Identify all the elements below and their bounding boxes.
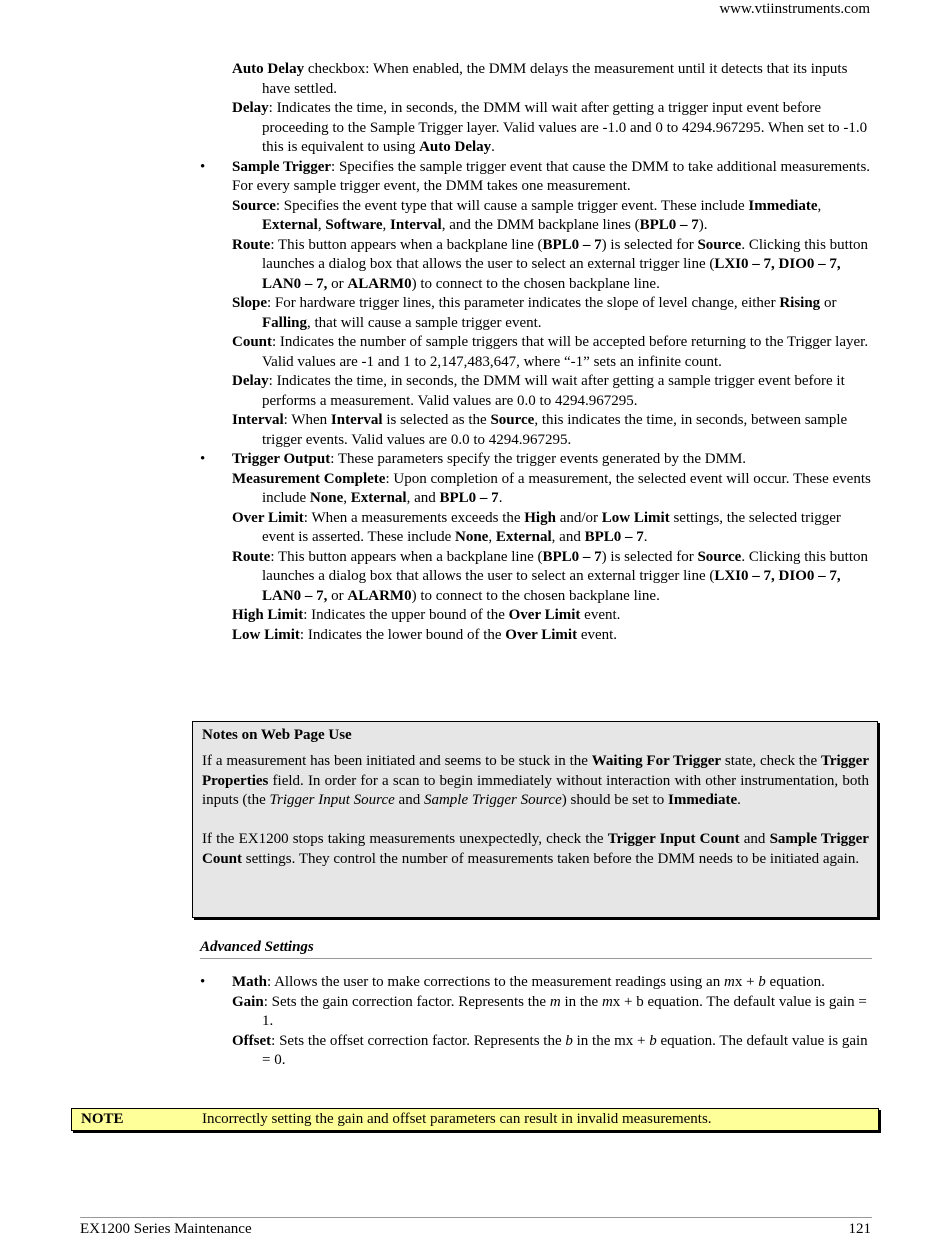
sample-trigger-term: Sample Trigger <box>232 158 332 175</box>
hl-ol: Over Limit <box>508 607 581 623</box>
route-text: . Clicking this button launches a dialog box that allows the user to select an external trigger line ( <box>262 548 869 584</box>
math-text: : Allows the user to make corrections to the measurement readings using an <box>267 974 724 990</box>
route-bpl: BPL0 – 7 <box>542 548 602 565</box>
sep: , <box>382 217 391 233</box>
trigger-output-text: : These parameters specify the trigger events generated by the DMM. <box>330 451 747 467</box>
count-text: : Indicates the number of sample triggers that will be accepted before returning to the Trigger layer. Valid values are -1 and 1 to 2,147,483,647, where “-1” sets an infinite count. <box>262 334 869 370</box>
mc-none: None <box>309 490 344 506</box>
mc-text: : Upon completion of a measurement, the selected event will occur. These events include <box>262 470 871 506</box>
route-text: ) to connect to the chosen backplane line. <box>411 587 660 604</box>
source-software: Software <box>325 217 383 233</box>
bullet-icon: • <box>200 974 206 990</box>
ol-high: High <box>524 509 556 526</box>
route-text: . Clicking this button launches a dialog box that allows the user to select an external trigger line ( <box>262 236 869 272</box>
sample-delay-item <box>232 372 872 411</box>
offset-b: b <box>565 1032 573 1049</box>
notes-gap <box>202 811 869 831</box>
source-interval: Interval <box>390 217 442 233</box>
auto-delay-term: Auto Delay <box>232 61 305 77</box>
route-text: ) is selected for <box>601 236 698 253</box>
ll-text: : Indicates the lower bound of the <box>299 626 506 643</box>
math-x: x + <box>734 974 759 990</box>
math-term: Math <box>232 974 267 990</box>
ol-external: External <box>495 529 552 545</box>
notes-text: and <box>394 792 424 808</box>
slope-item <box>232 294 872 333</box>
notes-text: . <box>737 792 741 808</box>
slope-falling: Falling <box>262 314 308 331</box>
header-url: www.vtiinstruments.com <box>719 1 870 17</box>
route-term: Route <box>232 236 271 253</box>
route-or: or <box>327 587 348 604</box>
mc-end: . <box>498 490 503 506</box>
measurement-complete-item <box>232 470 872 509</box>
route-text: ) to connect to the chosen backplane line. <box>411 275 660 292</box>
ol-bpl: BPL0 – 7 <box>584 529 644 545</box>
over-limit-item <box>232 509 872 548</box>
input-delay-auto: Auto Delay <box>419 139 492 155</box>
route-lines: LXI0 – 7, DIO0 – 7, LAN0 – 7, <box>262 568 841 604</box>
offset-b2: b <box>649 1032 657 1049</box>
route-text: ) is selected for <box>601 548 698 565</box>
notes-paragraph-2 <box>202 830 869 869</box>
interval-text: is selected as the <box>382 412 491 428</box>
gain-term: Gain <box>232 993 264 1010</box>
notes-title: Notes on Web Page Use <box>202 727 352 743</box>
source-external: External <box>262 217 318 233</box>
notes-immediate: Immediate <box>667 792 738 808</box>
route-bpl: BPL0 – 7 <box>542 236 602 253</box>
advanced-settings-list <box>200 973 872 1071</box>
route-term: Route <box>232 548 271 565</box>
hl-text: : Indicates the upper bound of the <box>303 607 509 623</box>
notes-sts: Sample Trigger Source <box>423 792 562 808</box>
sample-source-text: : Specifies the event type that will cause a sample trigger event. These include <box>275 197 749 214</box>
route-or: or <box>327 275 348 292</box>
page-number: 121 <box>848 1221 871 1237</box>
notes-text: state, check the <box>721 753 821 769</box>
mc-external: External <box>350 490 407 506</box>
trigger-settings-list <box>200 60 872 645</box>
sample-trigger-text: : Specifies the sample trigger event that cause the DMM to take additional measurements. For every sample trigger event, the DMM takes one measurement. <box>232 158 871 194</box>
note-bar <box>71 1108 879 1131</box>
sample-delay-term: Delay <box>232 373 269 389</box>
offset-item <box>232 1032 872 1071</box>
gain-item <box>232 993 872 1032</box>
math-item <box>200 973 872 993</box>
input-delay-term: Delay <box>232 100 269 116</box>
note-label: NOTE <box>81 1111 124 1127</box>
sep: , <box>343 490 351 506</box>
sep: , <box>817 197 822 214</box>
notes-props: Trigger Properties <box>202 753 870 789</box>
ll-ol: Over Limit <box>505 626 578 643</box>
low-limit-item <box>232 626 872 646</box>
hl-end: event. <box>580 607 621 623</box>
sample-route-item <box>232 236 872 295</box>
slope-text: : For hardware trigger lines, this parameter indicates the slope of level change, either <box>267 295 780 311</box>
bullet-icon: • <box>200 451 206 467</box>
notes-text: field. In order for a scan to begin immediately without interaction with other instrumentation, both inputs (the <box>202 772 869 808</box>
auto-delay-item <box>232 60 872 99</box>
sep: , <box>488 529 496 545</box>
interval-term: Interval <box>232 412 284 428</box>
interval-text: : When <box>283 412 331 428</box>
ol-text: settings, the selected trigger event is asserted. These include <box>262 509 841 545</box>
notes-box <box>192 721 878 918</box>
notes-text: ) should be set to <box>561 792 668 808</box>
ol-text: : When a measurements exceeds the <box>303 509 525 526</box>
source-bpl: BPL0 – 7 <box>639 217 699 233</box>
offset-text: in the mx + <box>572 1032 650 1049</box>
ol-andor: and/or <box>555 509 602 526</box>
notes-tis: Trigger Input Source <box>269 792 395 808</box>
gain-text: : Sets the gain correction factor. Represents the <box>263 993 550 1010</box>
gain-in: in the <box>560 993 602 1010</box>
ol-and: , and <box>551 529 585 545</box>
bullet-icon: • <box>200 158 206 175</box>
interval-inner: Interval <box>330 412 383 428</box>
route-lines: LXI0 – 7, DIO0 – 7, LAN0 – 7, <box>262 256 841 292</box>
slope-rising: Rising <box>779 295 821 311</box>
interval-item <box>232 411 872 450</box>
notes-text: settings. They control the number of measurements taken before the DMM needs to be initiated again. <box>242 850 860 867</box>
ol-none: None <box>455 529 489 545</box>
source-immediate: Immediate <box>748 197 818 214</box>
footer-title: EX1200 Series Maintenance <box>80 1221 252 1237</box>
count-item <box>232 333 872 372</box>
notes-paragraph-1 <box>202 752 869 811</box>
input-delay-end: . <box>491 139 495 155</box>
notes-tic: Trigger Input Count <box>607 831 740 847</box>
slope-term: Slope <box>232 295 268 311</box>
notes-text: If a measurement has been initiated and seems to be stuck in the <box>202 753 592 769</box>
route-text: : This button appears when a backplane line ( <box>270 548 543 565</box>
output-route-item <box>232 548 872 607</box>
offset-term: Offset <box>232 1032 272 1049</box>
route-source: Source <box>697 236 742 253</box>
route-alarm: ALARM0 <box>347 275 412 292</box>
footer-divider <box>80 1217 872 1218</box>
mc-term: Measurement Complete <box>232 470 386 487</box>
notes-text: If the EX1200 stops taking measurements unexpectedly, check the <box>202 831 608 847</box>
ll-end: event. <box>577 626 618 643</box>
input-delay-text: : Indicates the time, in seconds, the DMM will wait after getting a trigger input event before proceeding to the Sample Trigger layer. Valid values are -1.0 and 0 to 4294.967295. When set to -1.0 this is equivalent to using <box>262 100 868 155</box>
offset-text: : Sets the offset correction factor. Represents the <box>271 1032 566 1049</box>
interval-source: Source <box>490 412 535 428</box>
gain-text: x + b equation. The default value is gain = 1. <box>262 993 867 1029</box>
math-b: b <box>758 974 766 990</box>
interval-text: , this indicates the time, in seconds, between sample trigger events. Valid values are 0.0 to 4294.967295. <box>262 412 848 448</box>
note-text: Incorrectly setting the gain and offset parameters can result in invalid measurements. <box>202 1111 712 1127</box>
notes-waiting: Waiting For Trigger <box>591 753 722 769</box>
ol-low: Low Limit <box>601 509 670 526</box>
sep: , <box>317 217 326 233</box>
notes-stc: Sample Trigger Count <box>202 831 869 867</box>
input-delay-item <box>232 99 872 158</box>
math-text: equation. <box>765 974 825 990</box>
trigger-output-item <box>200 450 872 470</box>
slope-or: or <box>820 295 837 311</box>
math-m: m <box>723 974 735 990</box>
sample-source-term: Source <box>232 197 276 214</box>
slope-text: , that will cause a sample trigger event. <box>307 314 542 331</box>
route-source: Source <box>697 548 742 565</box>
sample-source-text: , and the DMM backplane lines ( <box>441 217 640 233</box>
high-limit-item <box>232 606 872 626</box>
ll-term: Low Limit <box>232 626 300 643</box>
mc-bpl: BPL0 – 7 <box>439 490 499 506</box>
ol-term: Over Limit <box>232 509 304 526</box>
mc-and: , and <box>406 490 440 506</box>
gain-m: m <box>549 993 561 1010</box>
trigger-output-term: Trigger Output <box>232 451 331 467</box>
sample-trigger-item <box>200 158 872 197</box>
sample-delay-text: : Indicates the time, in seconds, the DMM will wait after getting a sample trigger event before it performs a measurement. Valid values are 0.0 to 4294.967295. <box>262 373 845 409</box>
route-text: : This button appears when a backplane line ( <box>270 236 543 253</box>
ol-end: . <box>643 529 648 545</box>
sample-source-item <box>232 197 872 236</box>
route-alarm: ALARM0 <box>347 587 412 604</box>
count-term: Count <box>232 334 273 350</box>
offset-text: equation. The default value is gain = 0. <box>262 1032 868 1068</box>
notes-text: and <box>739 831 770 847</box>
auto-delay-text: checkbox: When enabled, the DMM delays the measurement until it detects that its inputs have settled. <box>262 61 848 97</box>
hl-term: High Limit <box>232 607 304 623</box>
gain-m2: m <box>601 993 613 1010</box>
sample-source-end: ). <box>698 217 708 233</box>
advanced-settings-heading: Advanced Settings <box>200 937 872 959</box>
